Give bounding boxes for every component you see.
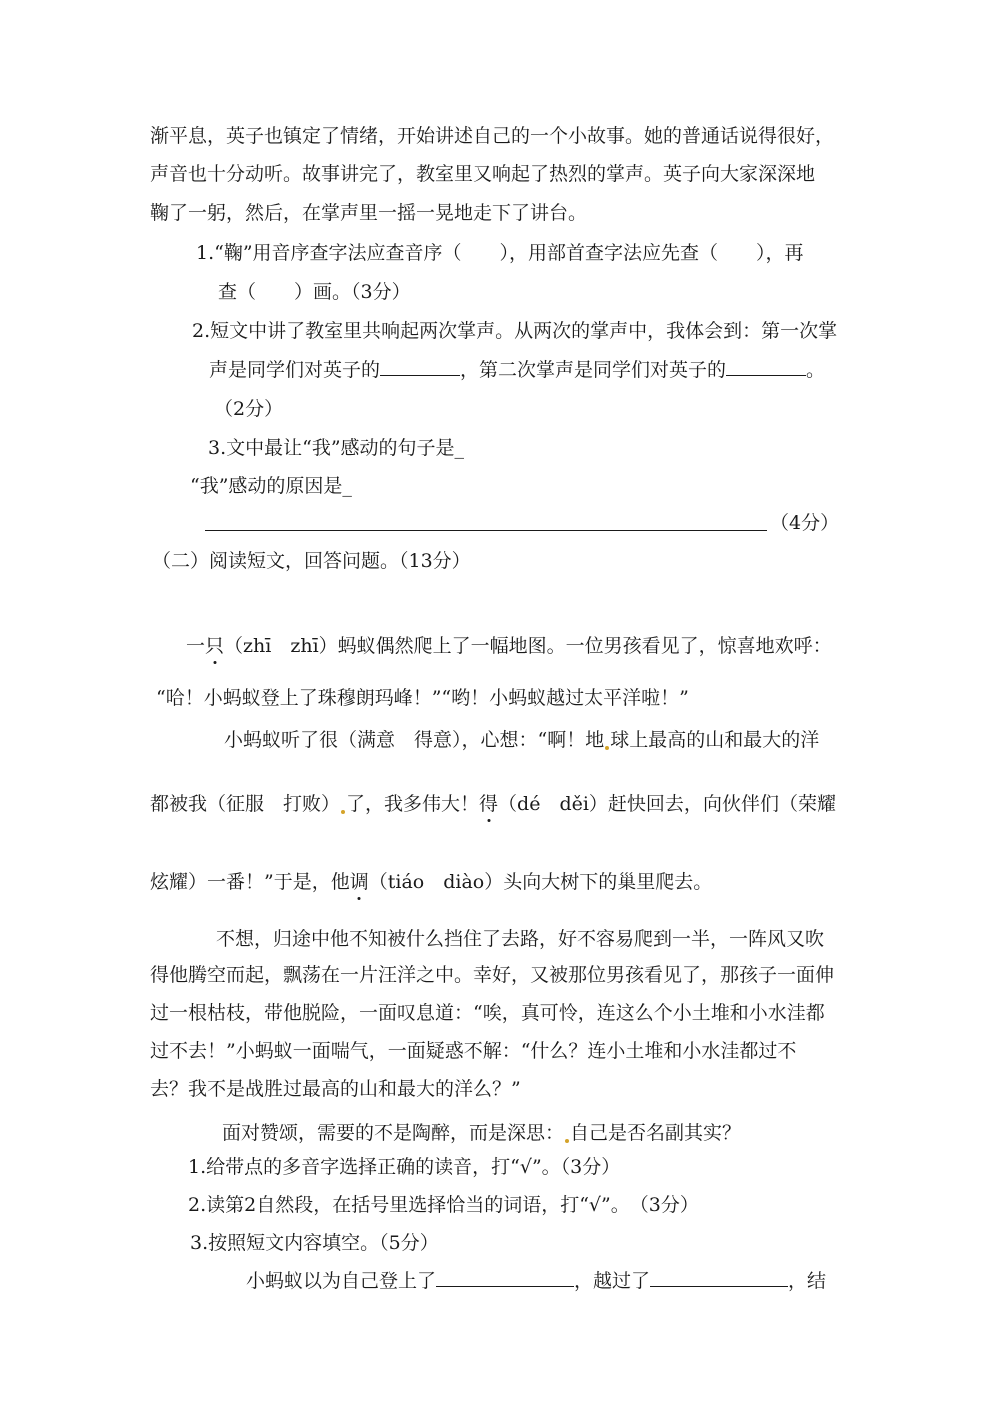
answer-blank[interactable]	[650, 1268, 788, 1287]
question-line: 3.文中最让“我”感动的句子是_	[208, 437, 465, 459]
passage-line: 渐平息，英子也镇定了情绪，开始讲述自己的一个小故事。她的普通话说得很好，	[150, 125, 835, 147]
question-text: 声是同学们对英子的	[209, 359, 381, 381]
question-line: 2.短文中讲了教室里共响起两次掌声。从两次的掌声中，我体会到：第一次掌	[192, 320, 838, 342]
passage-line: 声音也十分动听。故事讲完了，教室里又响起了热烈的掌声。英子向大家深深地	[150, 163, 816, 185]
passage-line: 小蚂蚁听了很（满意 得意），心想：“啊！地 球上最高的山和最大的洋	[224, 729, 820, 751]
answer-blank[interactable]	[726, 357, 806, 376]
passage-line: 面对赞颂，需要的不是陶醉，而是深思： 自己是否名副其实？	[222, 1122, 742, 1144]
passage-line: 过一根枯枝，带他脱险，一面叹息道：“唉，真可怜，连这么个小土堆和小水洼都	[150, 1002, 825, 1024]
passage-line: 不想，归途中他不知被什么挡住了去路，好不容易爬到一半，一阵风又吹	[216, 928, 825, 950]
score-label: （4分）	[770, 512, 840, 534]
highlight-mark-icon	[605, 746, 609, 750]
passage-line: 鞠了一躬，然后，在掌声里一摇一晃地走下了讲台。	[150, 202, 588, 224]
passage-line: 得他腾空而起，飘荡在一片汪洋之中。幸好，又被那位男孩看见了，那孩子一面伸	[150, 964, 835, 986]
dotted-character: 调	[349, 871, 369, 893]
question-line: 小蚂蚁以为自己登上了 ，越过了 ，结	[246, 1270, 827, 1292]
answer-line[interactable]	[205, 530, 767, 531]
passage-line: “哈！小蚂蚁登上了珠穆朗玛峰！”“哟！小蚂蚁越过太平洋啦！”	[156, 687, 689, 709]
highlight-mark-icon	[341, 810, 345, 814]
passage-line: 一只（zhī zhī）蚂蚁偶然爬上了一幅地图。一位男孩看见了，惊喜地欢呼：	[186, 635, 832, 657]
question-line: 查（ ）画。（3分）	[218, 281, 411, 303]
passage-line: 都被我（征服 打败） 了，我多伟大！得（dé děi）赶快回去，向伙伴们（荣耀	[150, 793, 836, 815]
dotted-character: 只	[205, 635, 225, 657]
question-text: 。	[806, 359, 826, 381]
passage-line: 过不去！”小蚂蚁一面喘气，一面疑惑不解：“什么？连小土堆和小水洼都过不	[150, 1040, 797, 1062]
answer-blank[interactable]	[436, 1268, 574, 1287]
question-line: 3.按照短文内容填空。（5分）	[190, 1232, 439, 1254]
passage-line: 去？我不是战胜过最高的山和最大的洋么？”	[150, 1078, 521, 1100]
question-line	[209, 357, 825, 382]
dotted-character: 得	[479, 793, 499, 815]
question-line: 1.给带点的多音字选择正确的读音，打“√”。（3分）	[188, 1156, 621, 1178]
answer-blank[interactable]	[380, 357, 460, 376]
section-title: （二）阅读短文，回答问题。（13分）	[152, 550, 471, 572]
score-label: （2分）	[214, 398, 284, 420]
question-line: “我”感动的原因是_	[190, 475, 352, 497]
question-line: 1.“鞠”用音序查字法应查音序（ ），用部首查字法应先查（ ），再	[196, 242, 804, 264]
question-line: 2.读第2自然段，在括号里选择恰当的词语，打“√”。 （3分）	[188, 1194, 699, 1216]
highlight-mark-icon	[565, 1139, 569, 1143]
passage-line: 炫耀）一番！”于是，他调（tiáo diào）头向大树下的巢里爬去。	[150, 871, 713, 893]
question-text: ，第二次掌声是同学们对英子的	[460, 359, 727, 381]
